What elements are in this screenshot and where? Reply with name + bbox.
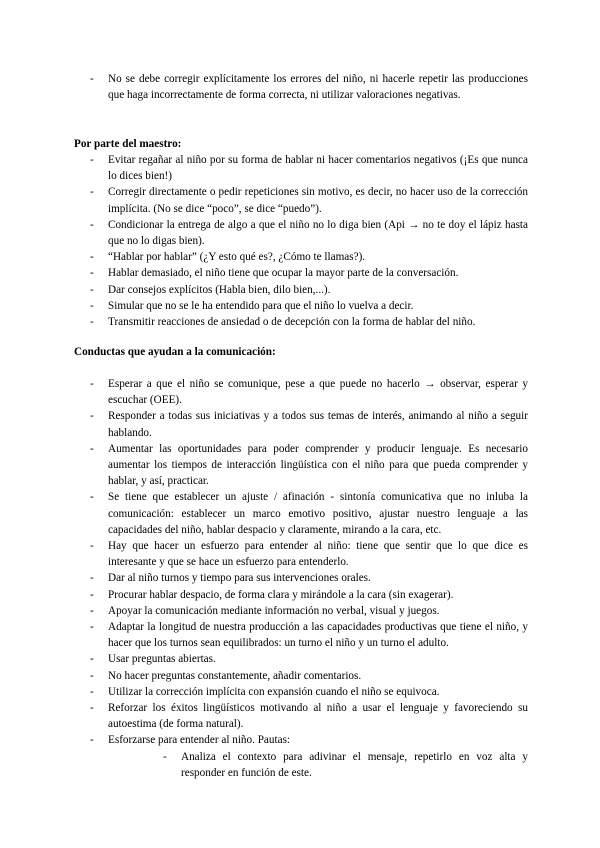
teacher-list-item <box>74 298 528 314</box>
conduct-list-item <box>74 668 528 684</box>
conduct-list-item <box>74 538 528 570</box>
conduct-list-item-text: Utilizar la corrección implícita con expansión cuando el niño se equivoca. <box>108 685 440 698</box>
teacher-list-item-text: Simular que no se le ha entendido para que el niño lo vuelva a decir. <box>108 299 414 312</box>
conduct-list-item <box>74 651 528 667</box>
conduct-list-item <box>74 603 528 619</box>
pautas-sub-item <box>74 749 528 781</box>
conduct-list-item-text: Adaptar la longitud de nuestra producción a las capacidades productivas que tiene el niño, y hacer que los turnos sean equilibrados: un turno el niño y un turno el adulto. <box>108 621 528 650</box>
bullet-dash: - <box>90 251 94 264</box>
teacher-list-item <box>74 152 528 184</box>
teacher-list-item-text: Evitar regañar al niño por su forma de hablar ni hacer comentarios negativos (¡Es que nunca lo dices bien!) <box>108 154 528 183</box>
conduct-list-item-text: Dar al niño turnos y tiempo para sus intervenciones orales. <box>108 572 371 585</box>
conduct-list-item-text: Hay que hacer un esfuerzo para entender al niño: tiene que sentir que lo que dice es interesante y que se hace un esfuerzo para entenderlo. <box>108 540 528 569</box>
conduct-list-item <box>74 376 528 408</box>
bullet-dash: - <box>90 316 94 329</box>
bullet-dash: - <box>90 685 94 698</box>
bullet-dash: - <box>90 267 94 280</box>
bullet-dash: - <box>90 621 94 634</box>
intro-list-item-text: No se debe corregir explícitamente los errores del niño, ni hacerle repetir las producciones que haga incorrectamente de forma correcta, ni utilizar valoraciones negativas. <box>108 73 528 102</box>
conduct-list-item <box>74 684 528 700</box>
bullet-dash: - <box>90 653 94 666</box>
conduct-list-item <box>74 700 528 732</box>
teacher-list <box>74 152 528 330</box>
teacher-list-item <box>74 314 528 330</box>
conduct-list-item-text: Usar preguntas abiertas. <box>108 653 216 666</box>
bullet-dash: - <box>90 218 94 231</box>
conduct-list-item <box>74 441 528 490</box>
bullet-dash: - <box>90 540 94 553</box>
teacher-list-item-text: Corregir directamente o pedir repeticiones sin motivo, es decir, no hacer uso de la corrección implícita. (No se dice “poco”, se dice “puedo”). <box>108 186 528 215</box>
teacher-list-item <box>74 265 528 281</box>
conduct-list-item <box>74 732 528 748</box>
pautas-sub-item-text: Analiza el contexto para adivinar el mensaje, repetirlo en voz alta y responder en función de este. <box>181 751 528 780</box>
conduct-section-heading: Conductas que ayudan a la comunicación: <box>74 346 276 358</box>
intro-list-item <box>74 71 528 103</box>
teacher-list-item-text: “Hablar por hablar” (¿Y esto qué es?, ¿Cómo te llamas?). <box>108 251 366 264</box>
bullet-dash: - <box>90 410 94 423</box>
teacher-list-item-text: Transmitir reacciones de ansiedad o de decepción con la forma de hablar del niño. <box>108 316 476 329</box>
bullet-dash: - <box>163 751 167 763</box>
bullet-dash: - <box>90 604 94 617</box>
conduct-list-item-text: No hacer preguntas constantemente, añadir comentarios. <box>108 669 362 682</box>
teacher-list-item-text: Condicionar la entrega de algo a que el niño no lo diga bien (Api → no te doy el lápiz hasta que no lo digas bien). <box>108 218 528 248</box>
bullet-dash: - <box>90 299 94 312</box>
conduct-list-item-text: Aumentar las oportunidades para poder comprender y producir lenguaje. Es necesario aumentar los tiempos de interacción lingüística con el niño para que pueda comprender y hablar, y así, practicar. <box>108 442 528 488</box>
teacher-section-heading: Por parte del maestro: <box>74 138 182 150</box>
teacher-list-item <box>74 282 528 298</box>
conduct-list-item <box>74 587 528 603</box>
bullet-dash: - <box>90 734 94 747</box>
intro-list <box>74 71 528 103</box>
bullet-dash: - <box>90 702 94 715</box>
bullet-dash: - <box>90 73 94 85</box>
bullet-dash: - <box>90 154 94 166</box>
bullet-dash: - <box>90 572 94 585</box>
conduct-list-item <box>74 619 528 651</box>
bullet-dash: - <box>90 283 94 296</box>
conduct-list-item-text: Procurar hablar despacio, de forma clara y mirándole a la cara (sin exagerar). <box>108 588 454 601</box>
conduct-list-item-text: Apoyar la comunicación mediante información no verbal, visual y juegos. <box>108 604 440 617</box>
conduct-list-item-text: Responder a todas sus iniciativas y a todos sus temas de interés, animando al niño a seguir hablando. <box>108 410 528 439</box>
conduct-list-item-text: Esforzarse para entender al niño. Pautas: <box>108 734 291 747</box>
teacher-list-item-text: Dar consejos explícitos (Habla bien, dilo bien,...). <box>108 283 331 296</box>
teacher-list-item <box>74 184 528 216</box>
conduct-list-item-text: Se tiene que establecer un ajuste / afinación - sintonía comunicativa que no inluba la comunicación: establecer un marco emotivo positivo, ajustar nuestro lenguaje a las capacidades del niño, hablar despacio y claramente, mirando a la cara, etc. <box>108 491 528 536</box>
conduct-list-item <box>74 570 528 586</box>
bullet-dash: - <box>90 669 94 682</box>
conduct-list-item <box>74 408 528 440</box>
bullet-dash: - <box>90 491 94 504</box>
conduct-list <box>74 376 528 749</box>
pautas-sub-list <box>74 749 528 781</box>
conduct-list-item <box>74 489 528 538</box>
bullet-dash: - <box>90 588 94 601</box>
conduct-list-item-text: Reforzar los éxitos lingüísticos motivando al niño a usar el lenguaje y favoreciendo su autoestima (de forma natural). <box>108 702 528 731</box>
teacher-list-item-text: Hablar demasiado, el niño tiene que ocupar la mayor parte de la conversación. <box>108 267 459 280</box>
teacher-list-item <box>74 249 528 265</box>
bullet-dash: - <box>90 442 94 455</box>
teacher-list-item <box>74 217 528 249</box>
bullet-dash: - <box>90 378 94 390</box>
bullet-dash: - <box>90 186 94 199</box>
conduct-list-item-text: Esperar a que el niño se comunique, pese a que puede no hacerlo → observar, esperar y escuchar (OEE). <box>108 378 528 407</box>
